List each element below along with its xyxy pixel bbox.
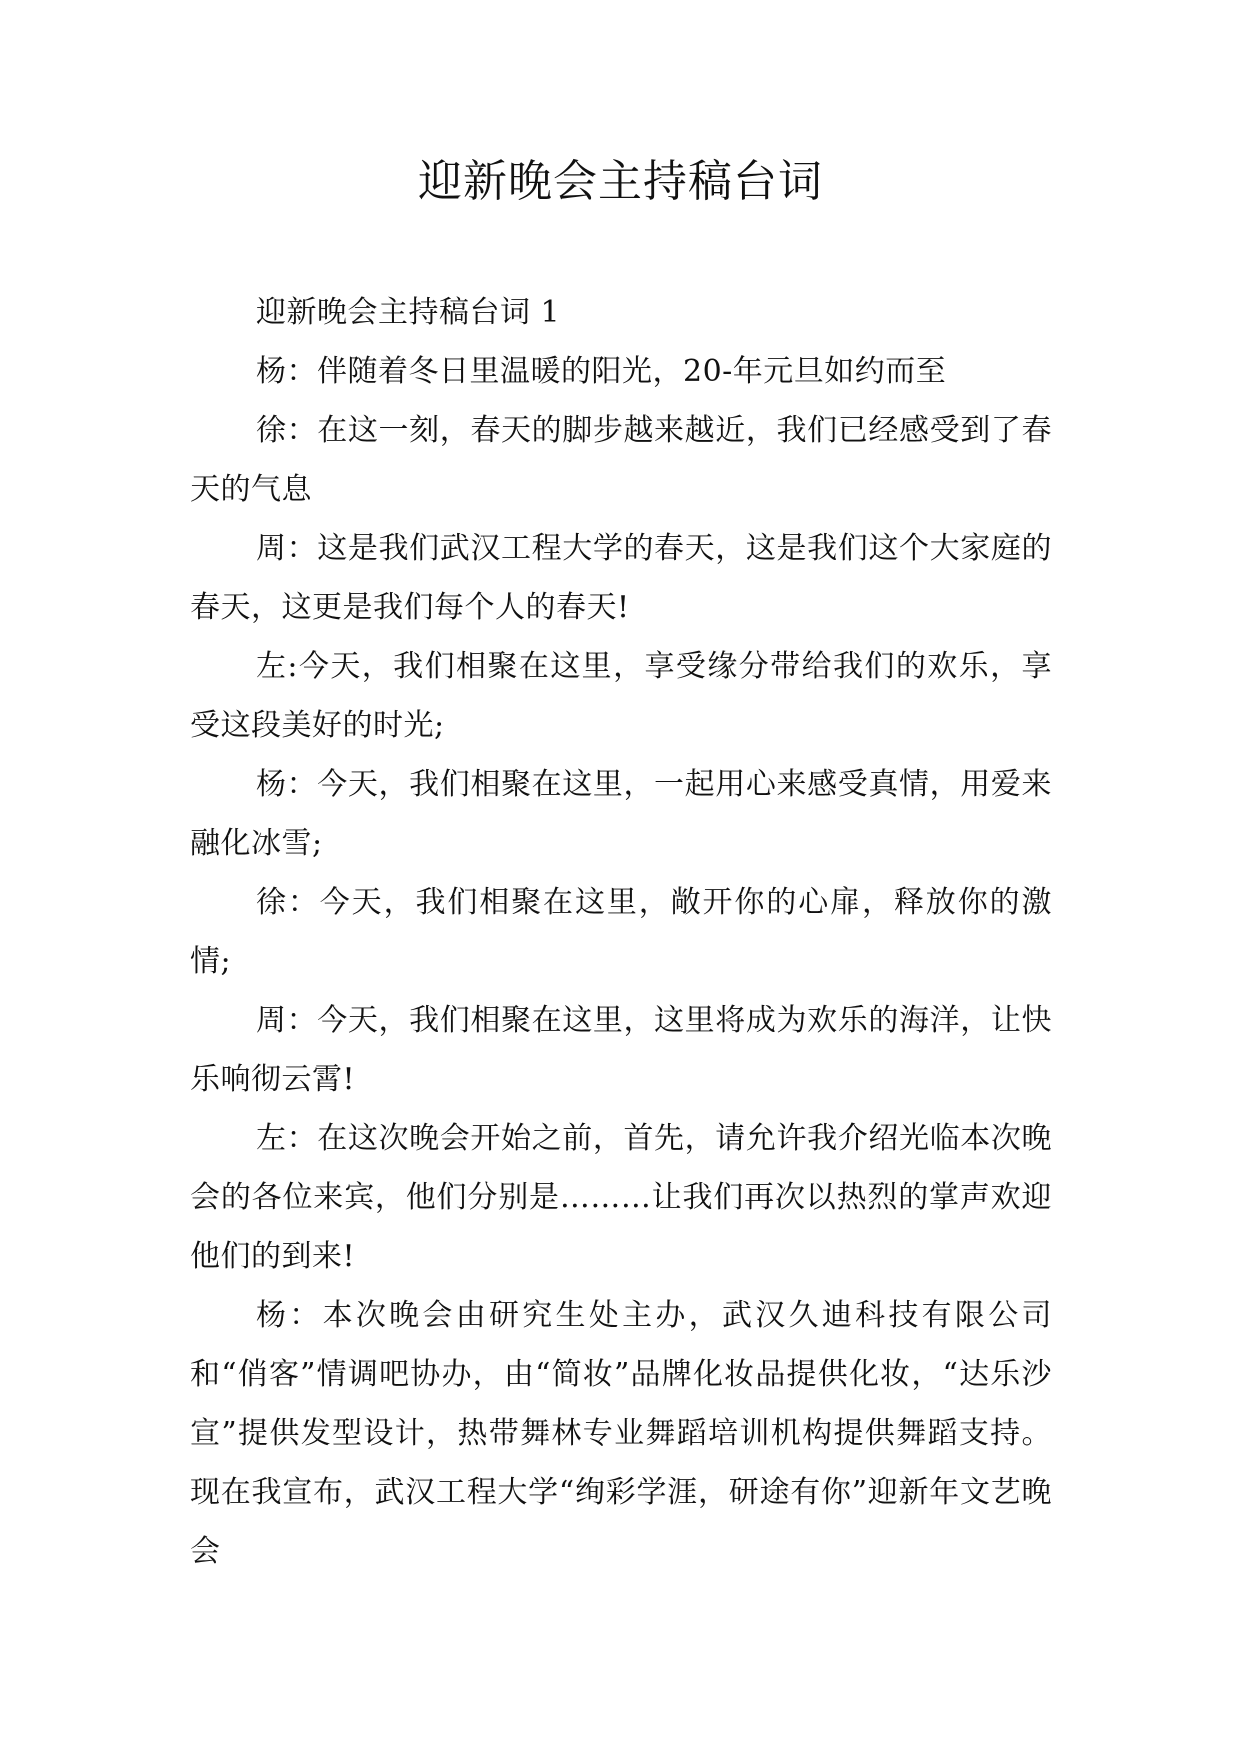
dialogue-paragraph: 左:今天，我们相聚在这里，享受缘分带给我们的欢乐，享受这段美好的时光; xyxy=(190,649,1052,743)
dialogue-paragraph: 杨：今天，我们相聚在这里，一起用心来感受真情，用爱来融化冰雪; xyxy=(190,767,1052,861)
dialogue-paragraph: 徐：在这一刻，春天的脚步越来越近，我们已经感受到了春天的气息 xyxy=(190,413,1052,507)
dialogue-paragraph: 周：这是我们武汉工程大学的春天，这是我们这个大家庭的春天，这更是我们每个人的春天! xyxy=(190,531,1052,625)
dialogue-paragraph: 杨：本次晚会由研究生处主办，武汉久迪科技有限公司和“俏客”情调吧协办，由“简妆”品牌化妆品提供化妆，“达乐沙宣”提供发型设计，热带舞林专业舞蹈培训机构提供舞蹈支持。现在我宣布，武汉工程大学“绚彩学涯，研途有你”迎新年文艺晚会 xyxy=(190,1298,1052,1569)
dialogue-paragraph: 徐：今天，我们相聚在这里，敞开你的心扉，释放你的激情; xyxy=(190,885,1052,979)
dialogue-paragraph: 左：在这次晚会开始之前，首先，请允许我介绍光临本次晚会的各位来宾，他们分别是………让我们再次以热烈的掌声欢迎他们的到来! xyxy=(190,1121,1052,1274)
document-body xyxy=(190,283,1052,1581)
dialogue-paragraph: 杨：伴随着冬日里温暖的阳光，20-年元旦如约而至 xyxy=(256,354,947,389)
dialogue-paragraph: 周：今天，我们相聚在这里，这里将成为欢乐的海洋，让快乐响彻云霄! xyxy=(190,1003,1052,1097)
section-heading: 迎新晚会主持稿台词 1 xyxy=(256,295,561,330)
document-title: 迎新晚会主持稿台词 xyxy=(418,156,823,207)
